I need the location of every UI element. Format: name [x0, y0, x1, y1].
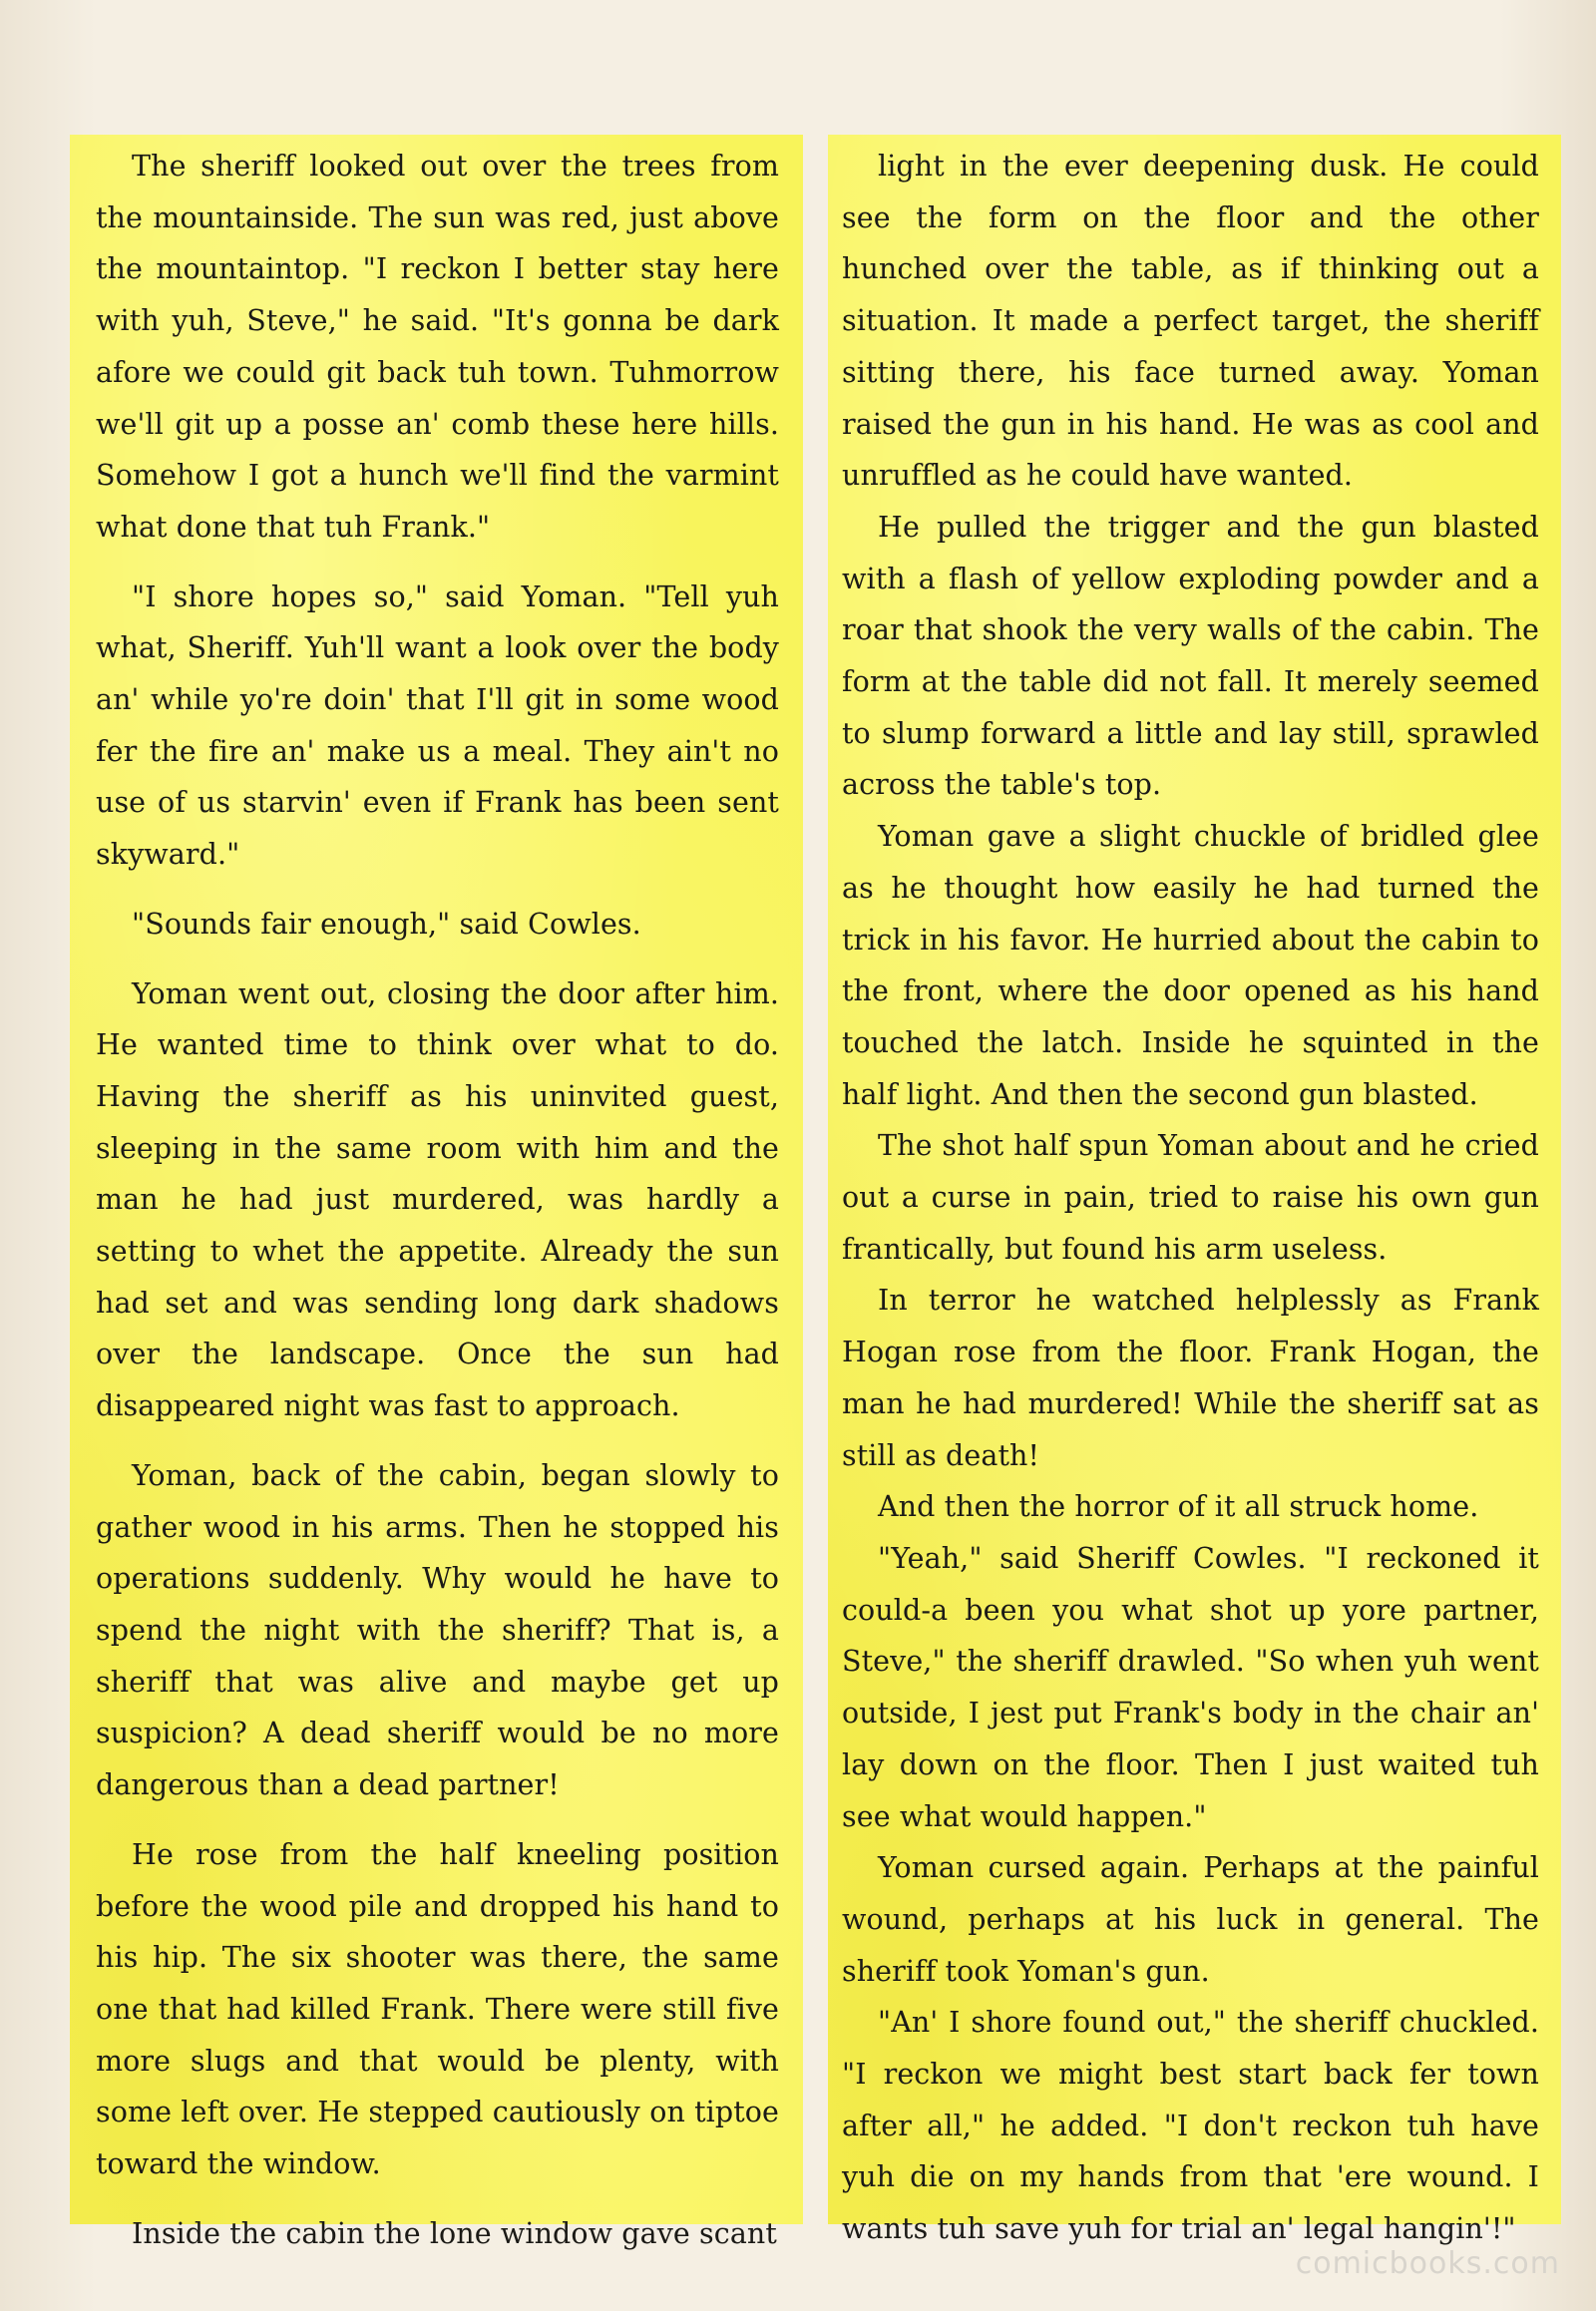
- paragraph: "I shore hopes so," said Yoman. "Tell yuh what, Sheriff. Yuh'll want a look over the body an' while yo're doin' that I'll git in some wood fer the fire an' make us a meal. They ain't no use of us starvin' even if Frank has been sent skyward.": [96, 579, 779, 872]
- paragraph: Yoman gave a slight chuckle of bridled glee as he thought how easily he had turned the trick in his favor. He hurried about the cabin to the front, where the door opened as his hand touched the latch. Inside he squinted in the half light. And then the second gun blasted.: [842, 820, 1539, 1111]
- paragraph: He pulled the trigger and the gun blasted with a flash of yellow exploding powder and a roar that shook the very walls of the cabin. The form at the table did not fall. It merely seemed to slump forward a little and lay still, sprawled across the table's top.: [842, 510, 1539, 802]
- paragraph: He rose from the half kneeling position before the wood pile and dropped his hand to his hip. The six shooter was there, the same one that had killed Frank. There were still five more slugs and that would be plenty, with some left over. He stepped cautiously on tiptoe toward the window.: [96, 1837, 779, 2181]
- watermark: comicbooks.com: [1295, 2246, 1560, 2281]
- text-column-right: [828, 135, 1561, 2246]
- paragraph: Yoman cursed again. Perhaps at the painful wound, perhaps at his luck in general. The sheriff took Yoman's gun.: [842, 1851, 1539, 1988]
- paragraph: In terror he watched helplessly as Frank Hogan rose from the floor. Frank Hogan, the man he had murdered! While the sheriff sat as still as death!: [842, 1284, 1539, 1472]
- paragraph: The shot half spun Yoman about and he cried out a curse in pain, tried to raise his own gun frantically, but found his arm useless.: [842, 1129, 1539, 1266]
- paragraph: light in the ever deepening dusk. He could see the form on the floor and the other hunched over the table, as if thinking out a situation. It made a perfect target, the sheriff sitting there, his face turned away. Yoman raised the gun in his hand. He was as cool and unruffled as he could have wanted.: [842, 150, 1539, 493]
- paragraph: "Yeah," said Sheriff Cowles. "I reckoned it could-a been you what shot up yore partner, Steve," the sheriff drawled. "So when yuh went outside, I jest put Frank's body in the chair an' lay down on the floor. Then I just waited tuh see what would happen.": [842, 1541, 1539, 1833]
- paragraph: "An' I shore found out," the sheriff chuckled. "I reckon we might best start back fer town after all," he added. "I don't reckon tuh have yuh die on my hands from that 'ere wound. I wants tuh save yuh for trial an' legal hangin'!": [842, 2006, 1539, 2246]
- paragraph: Inside the cabin the lone window gave scant: [132, 2216, 777, 2250]
- paragraph: The sheriff looked out over the trees from the mountainside. The sun was red, just above the mountaintop. "I reckon I better stay here with yuh, Steve," he said. "It's gonna be dark afore we could git back tuh town. Tuhmorrow we'll git up a posse an' comb these here hills. Somehow I got a hunch we'll find the varmint what done that tuh Frank.": [96, 150, 779, 544]
- paragraph: "Sounds fair enough," said Cowles.: [132, 907, 641, 941]
- text-column-left: [70, 135, 803, 2250]
- paragraph: Yoman, back of the cabin, began slowly to gather wood in his arms. Then he stopped his operations suddenly. Why would he have to spend the night with the sheriff? That is, a sheriff that was alive and maybe get up suspicion? A dead sheriff would be no more dangerous than a dead partner!: [96, 1458, 779, 1802]
- paragraph: Yoman went out, closing the door after him. He wanted time to think over what to do. Having the sheriff as his uninvited guest, sleeping in the same room with him and the man he had just murdered, was hardly a setting to whet the appetite. Already the sun had set and was sending long dark shadows over the landscape. Once the sun had disappeared night was fast to approach.: [96, 976, 779, 1423]
- paragraph: And then the horror of it all struck home.: [878, 1490, 1479, 1524]
